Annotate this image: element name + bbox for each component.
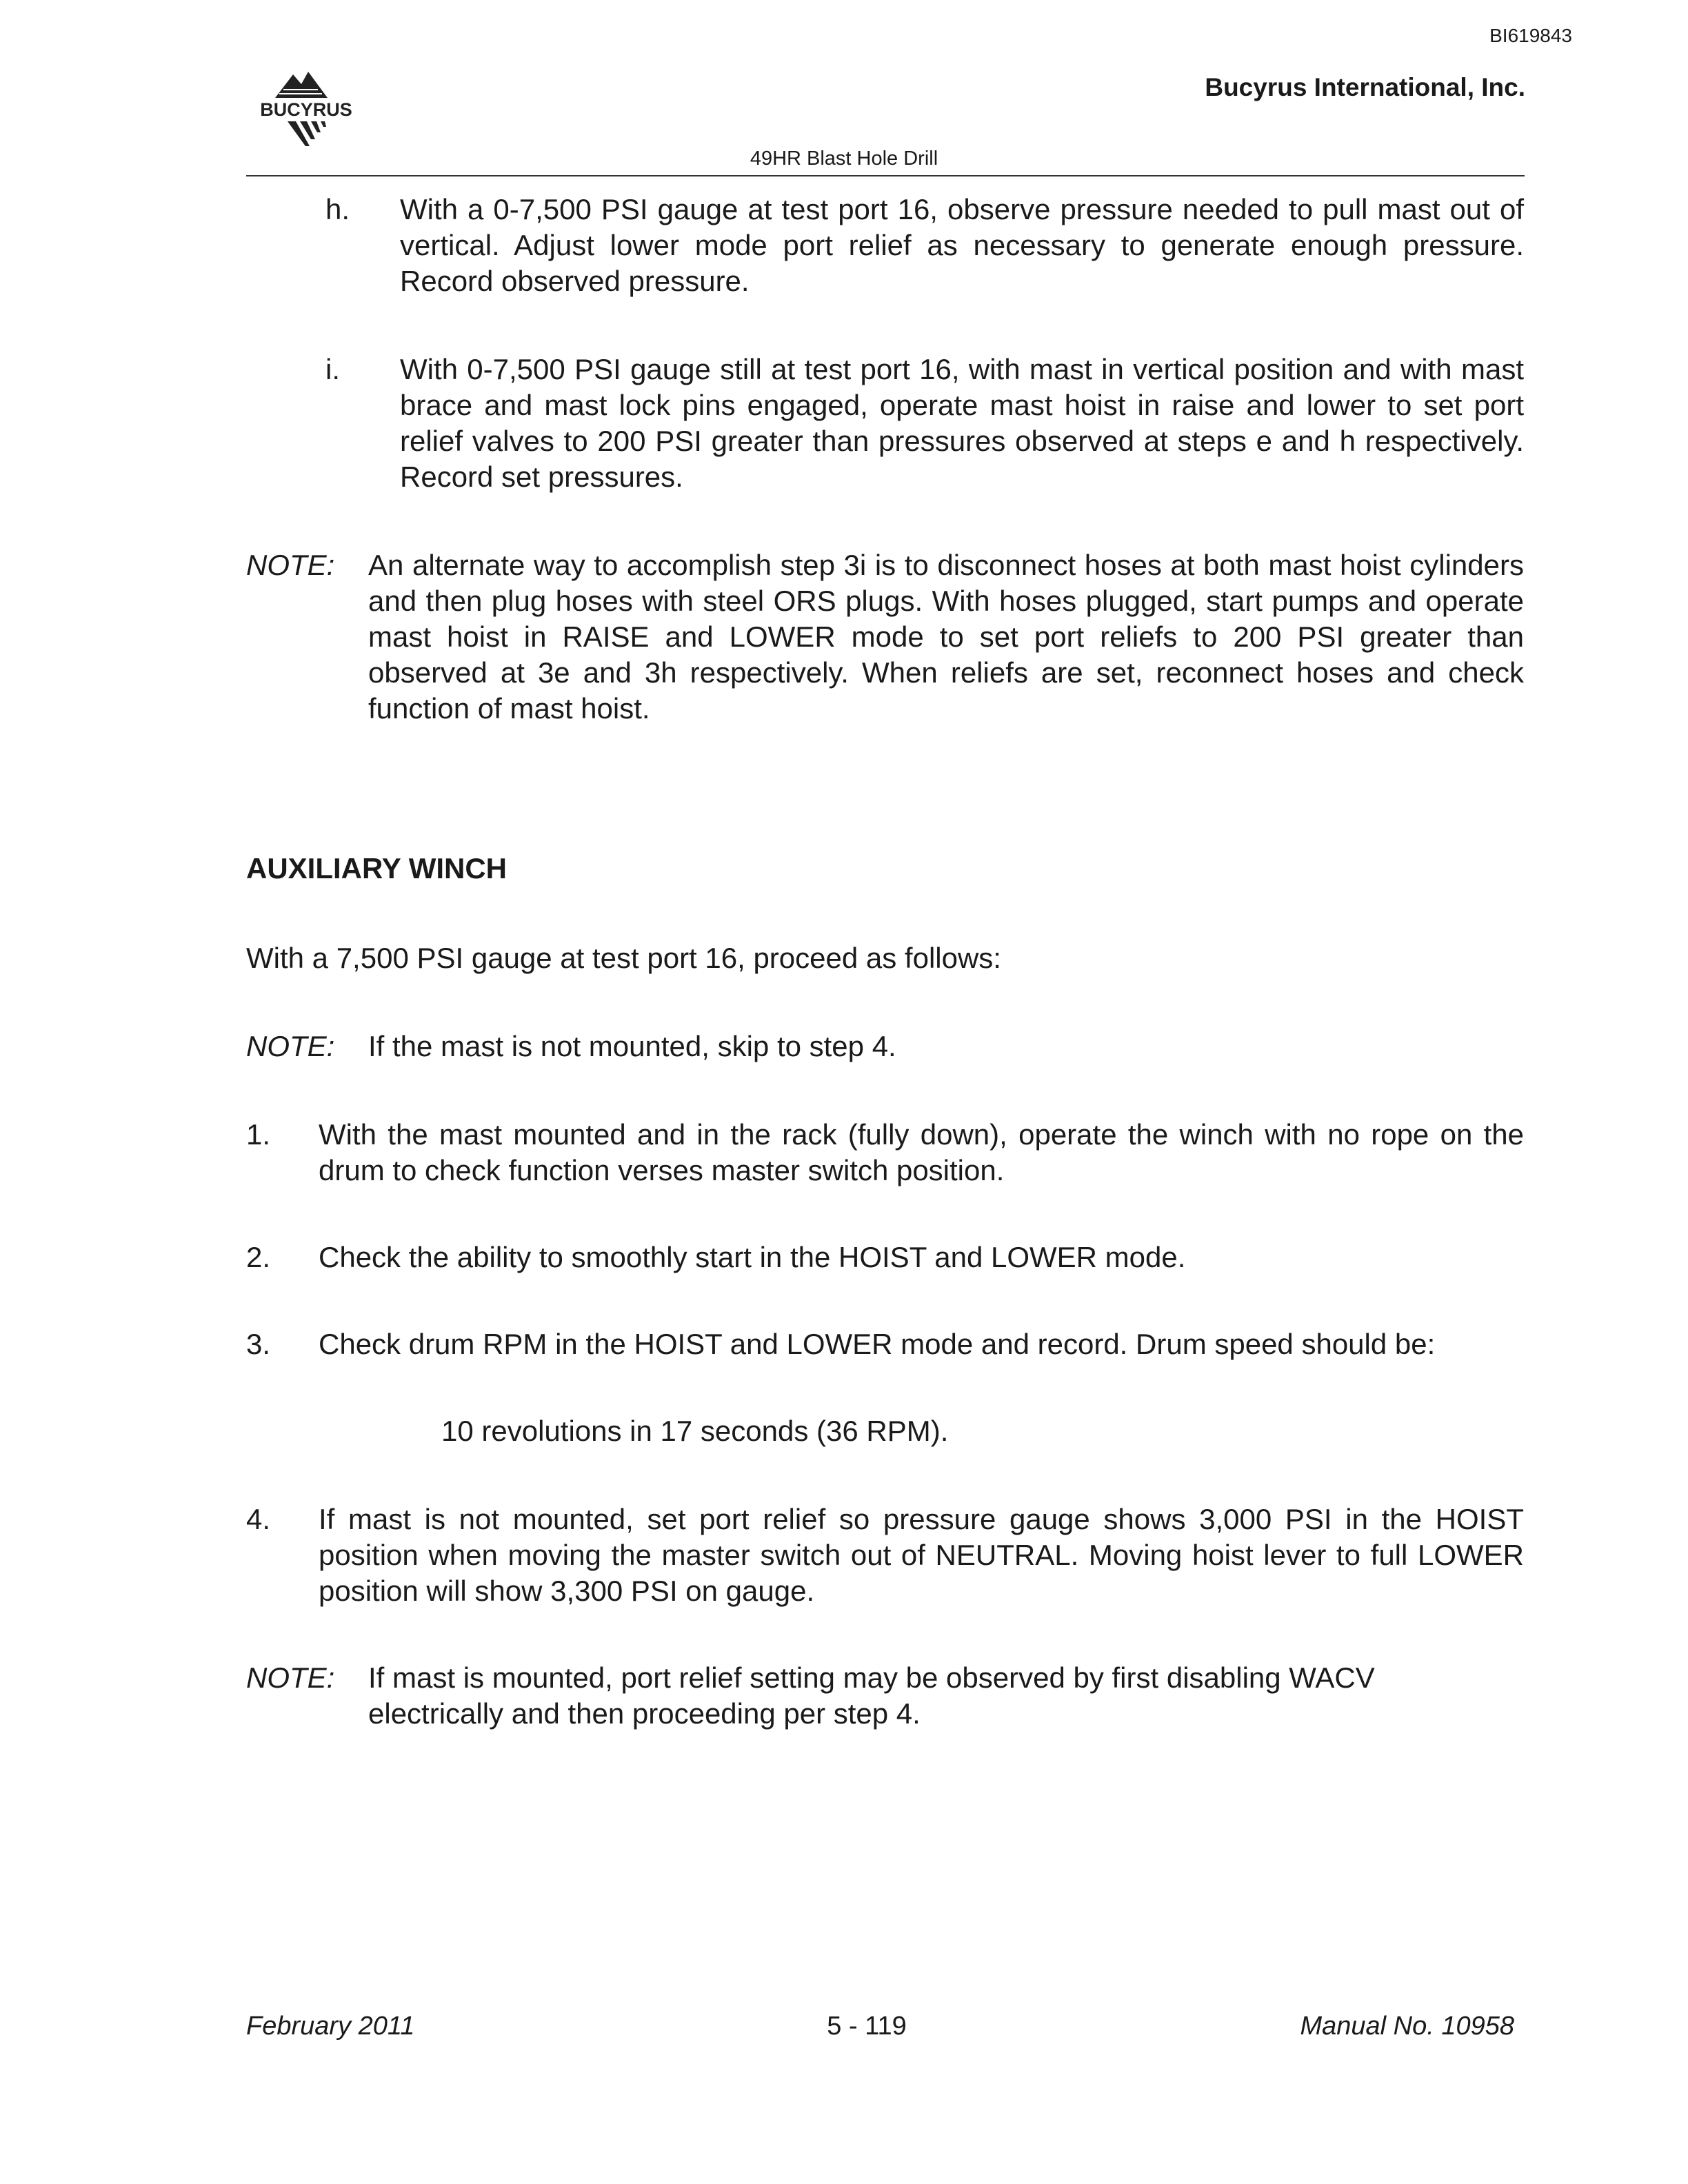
step-text: If mast is not mounted, set port relief so pressure gauge shows 3,000 PSI in the HOIST position when moving the master switch out of NEUTRAL. Moving hoist lever to full LOWER position will show 3,300 PSI on gauge. bbox=[319, 1503, 1524, 1607]
step-number: 3. bbox=[246, 1328, 271, 1360]
note-text-line: electrically and then proceeding per step 4. bbox=[368, 1697, 921, 1730]
step-text: Check the ability to smoothly start in the HOIST and LOWER mode. bbox=[319, 1241, 1186, 1273]
note-text: An alternate way to accomplish step 3i is to disconnect hoses at both mast hoist cylinders and then plug hoses with steel ORS plugs. With hoses plugged, start pumps and operate mast hoist in RAISE and LOWER mode to set port reliefs to 200 PSI greater than observed at 3e and 3h respectively. When reliefs are set, reconnect hoses and check function of mast hoist. bbox=[368, 549, 1524, 725]
svg-text:BUCYRUS: BUCYRUS bbox=[260, 99, 352, 120]
note-text-line: If mast is mounted, port relief setting may be observed by first disabling WACV bbox=[368, 1661, 1375, 1694]
company-name: Bucyrus International, Inc. bbox=[1205, 73, 1525, 101]
step-number: 4. bbox=[246, 1503, 271, 1535]
header-divider bbox=[246, 175, 1525, 176]
section-heading: AUXILIARY WINCH bbox=[246, 852, 507, 884]
footer-date: February 2011 bbox=[246, 2012, 415, 2041]
section-intro: With a 7,500 PSI gauge at test port 16, proceed as follows: bbox=[246, 942, 1001, 974]
manual-number: Manual No. 10958 bbox=[1300, 2012, 1514, 2041]
note-label: NOTE: bbox=[246, 549, 335, 581]
page-number: 5 - 119 bbox=[827, 2012, 907, 2041]
step-text: With 0-7,500 PSI gauge still at test port 16, with mast in vertical position and with mast brace and mast lock pins engaged, operate mast hoist in raise and lower to set port relief valves to 200 PSI greater than pressures observed at steps e and h respectively. Record set pressures. bbox=[400, 353, 1524, 493]
step-number: 1. bbox=[246, 1118, 271, 1151]
drum-speed-spec: 10 revolutions in 17 seconds (36 RPM). bbox=[441, 1415, 949, 1447]
step-marker: h. bbox=[325, 193, 350, 225]
document-subtitle: 49HR Blast Hole Drill bbox=[750, 148, 938, 170]
note-label: NOTE: bbox=[246, 1030, 335, 1062]
logo-mark-icon bbox=[245, 69, 368, 152]
step-text: With a 0-7,500 PSI gauge at test port 16, observe pressure needed to pull mast out of vertical. Adjust lower mode port relief as necessary to generate enough pressure. Record observed pressure. bbox=[400, 193, 1524, 297]
step-number: 2. bbox=[246, 1241, 271, 1273]
step-marker: i. bbox=[325, 353, 340, 385]
company-logo bbox=[245, 69, 368, 152]
document-id: BI619843 bbox=[1489, 25, 1572, 46]
step-text: Check drum RPM in the HOIST and LOWER mode and record. Drum speed should be: bbox=[319, 1328, 1436, 1360]
note-text: If the mast is not mounted, skip to step 4. bbox=[368, 1030, 896, 1062]
step-text: With the mast mounted and in the rack (fully down), operate the winch with no rope on the drum to check function verses master switch position. bbox=[319, 1118, 1524, 1186]
note-label: NOTE: bbox=[246, 1661, 335, 1694]
